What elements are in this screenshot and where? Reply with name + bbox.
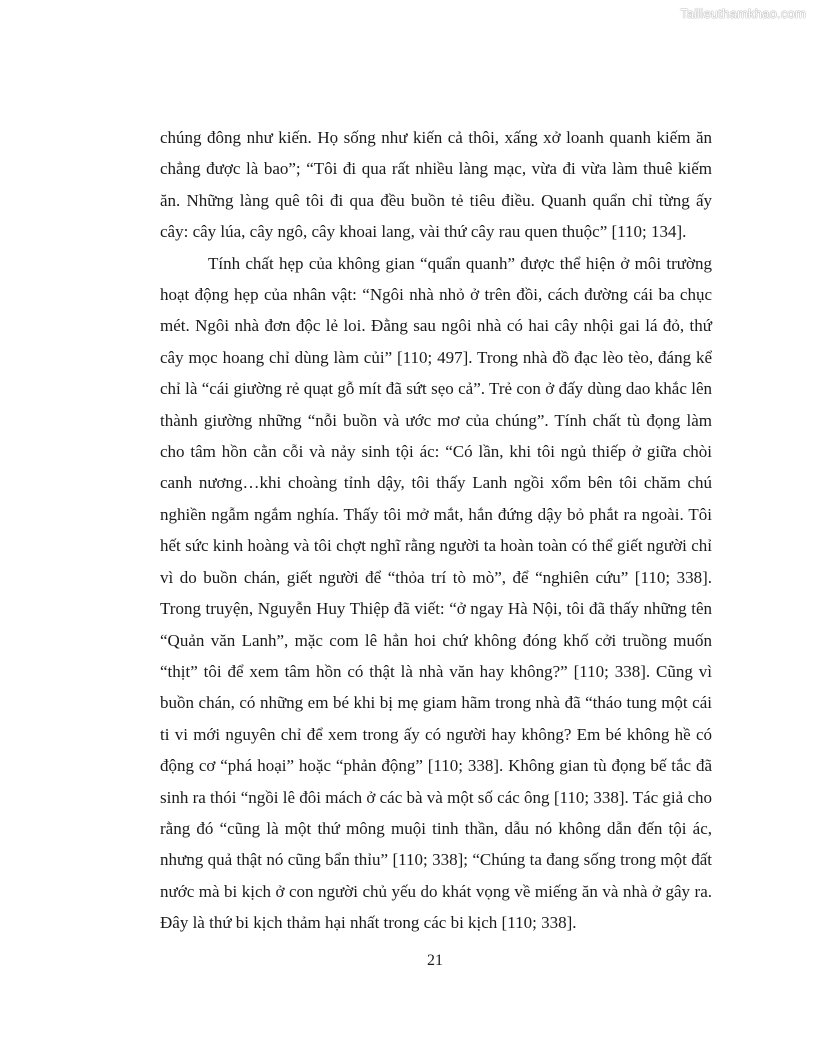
watermark-text: Tailieuthamkhao.com [680, 6, 806, 21]
paragraph: Tính chất hẹp của không gian “quẩn quanh” được thể hiện ở môi trường hoạt động hẹp của nhân vật: “Ngôi nhà nhỏ ở trên đồi, cách đường cái ba chục mét. Ngôi nhà đơn độc lẻ loi. Đằng sau ngôi nhà có hai cây nhội gai lá đỏ, thứ cây mọc hoang chỉ dùng làm củi” [110; 497]. Trong nhà đồ đạc lèo tèo, đáng kể chỉ là “cái giường rẻ quạt gỗ mít đã sứt sẹo cả”. Trẻ con ở đấy dùng dao khắc lên thành giường những “nỗi buồn và ước mơ của chúng”. Tính chất tù đọng làm cho tâm hồn cằn cỗi và nảy sinh tội ác: “Có lần, khi tôi ngủ thiếp ở giữa chòi canh nương…khi choàng tỉnh dậy, tôi thấy Lanh ngồi xổm bên tôi chăm chú nghiền ngẫm ngắm nghía. Thấy tôi mở mắt, hắn đứng dậy bỏ phắt ra ngoài. Tôi hết sức kinh hoàng và tôi chợt nghĩ rằng người ta hoàn toàn có thể giết người chỉ vì do buồn chán, giết người để “thỏa trí tò mò”, để “nghiên cứu” [110; 338]. Trong truyện, Nguyễn Huy Thiệp đã viết: “ở ngay Hà Nội, tôi đã thấy những tên “Quản văn Lanh”, mặc com lê hẳn hoi chứ không đóng khố cởi truồng muốn “thịt” tôi để xem tâm hồn có thật là nhà văn hay không?” [110; 338]. Cũng vì buồn chán, có những em bé khi bị mẹ giam hãm trong nhà đã “tháo tung một cái ti vi mới nguyên chỉ để xem trong ấy có người hay không? Em bé không hề có động cơ “phá hoại” hoặc “phản động” [110; 338]. Không gian tù đọng bế tắc đã sinh ra thói “ngồi lê đôi mách ở các bà và một số các ông [110; 338]. Tác giả cho rằng đó “cũng là một thứ mông muội tinh thần, dẫu nó không dẫn đến tội ác, nhưng quả thật nó cũng bẩn thỉu” [110; 338]; “Chúng ta đang sống trong một đất nước mà bi kịch ở con người chủ yếu do khát vọng về miếng ăn và nhà ở gây ra. Đây là thứ bi kịch thảm hại nhất trong các bi kịch [110; 338]. [160, 253, 712, 933]
paragraph: chúng đông như kiến. Họ sống như kiến cả thôi, xấng xở loanh quanh kiếm ăn chẳng được là bao”; “Tôi đi qua rất nhiều làng mạc, vừa đi vừa làm thuê kiếm ăn. Những làng quê tôi đi qua đều buồn tẻ tiêu điều. Quanh quẩn chỉ từng ấy cây: cây lúa, cây ngô, cây khoai lang, vài thứ cây rau quen thuộc” [110; 134]. [160, 128, 712, 242]
page-number: 21 [427, 952, 443, 969]
document-body [160, 122, 712, 939]
